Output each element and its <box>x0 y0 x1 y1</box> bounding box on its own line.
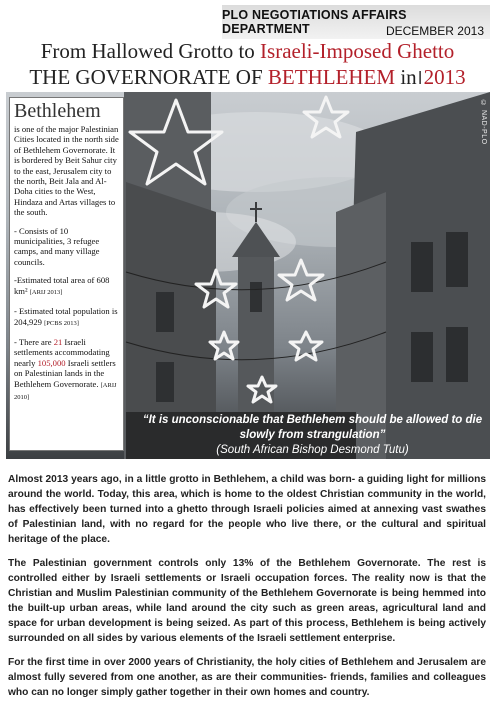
info-box-item-area <box>14 275 123 298</box>
text-cursor-icon: I <box>417 68 423 88</box>
settlements-text-a: - There are <box>14 336 54 347</box>
settlements-source: [ARIJ 2010] <box>14 381 117 401</box>
settlers-count: 105,000 <box>37 357 66 368</box>
bethlehem-info-box <box>9 97 124 451</box>
area-source: [ARIJ 2013] <box>29 288 63 296</box>
article-body <box>8 472 486 709</box>
header-band <box>222 5 490 39</box>
photo-quote <box>140 413 485 458</box>
title-line-1 <box>0 38 495 64</box>
settlements-text-c: Israeli settlements accommodating nearly <box>14 336 110 368</box>
population-text: - Estimated total population is 204,929 <box>14 306 118 327</box>
title-line1-part2: Israeli-Imposed Ghetto <box>260 39 455 63</box>
quote-attribution: (South African Bishop Desmond Tutu) <box>216 444 409 456</box>
department-name: PLO NEGOTIATIONS AFFAIRS DEPARTMENT <box>222 8 407 36</box>
info-box-item-population <box>14 306 123 329</box>
info-box-city-name: Bethlehem <box>14 100 101 122</box>
quote-text: “It is unconscionable that Bethlehem should be allowed to die slowly from strangulation” <box>142 414 483 441</box>
info-box-item-municipalities: - Consists of 10 municipalities, 3 refugee camps, and many village councils. <box>14 225 100 267</box>
title-line2-part2: BETHLEHEM <box>267 65 396 89</box>
title-line2-part3: in <box>395 65 417 89</box>
title-line2-part1: THE GOVERNORATE OF <box>29 65 268 89</box>
title-line2-part4: 2013 <box>423 65 466 89</box>
settlements-text-e: Israeli settlers on Palestinian lands in the Bethlehem Governorate. <box>14 357 116 389</box>
page-title <box>0 38 495 91</box>
info-box-intro: is one of the major Palestinian Cities located in the north side of Bethlehem Governorate. It is bordered by Beit Sahur city to the east, Jerusalem city to the north, Beit Jala and Al-Doha cities to the West, Hindaza and Artas villages to the south. <box>14 124 119 218</box>
title-line-2 <box>0 64 495 91</box>
settlements-count: 21 <box>53 336 63 347</box>
photo-credit: © NAD-PLO <box>480 100 487 145</box>
paragraph-3: For the first time in over 2000 years of Christianity, the holy cities of Bethlehem and Jerusalem are almost fully severed from one another, as are their communities- friends, families and colleagues who can no longer simply gather together in their own homes and country. <box>8 657 486 698</box>
info-box-item-settlements <box>14 337 123 403</box>
publication-date: DECEMBER 2013 <box>385 24 484 38</box>
title-line1-part1: From Hallowed Grotto to <box>40 39 261 63</box>
paragraph-2: The Palestinian government controls only 13% of the Bethlehem Governorate. The rest is controlled either by Israeli settlements or Israeli occupation forces. The reality now is that the Christian and Muslim Palestinian community of the Bethlehem Governorate is being hemmed into the built-up urban areas, while land around the city such as green areas, agricultural land and space for urban development is being seized. As part of this process, Bethlehem is being actively surrounded on all sides by various elements of the Israeli settlement enterprise. <box>8 558 486 644</box>
population-source: [PCBS 2013] <box>44 319 79 327</box>
paragraph-1: Almost 2013 years ago, in a little grotto in Bethlehem, a child was born- a guiding light for millions around the world. Today, this area, which is home to the oldest Christian community in the world, has effectively been turned into a ghetto through Israeli policies aimed at annexing vast swathes of Palestinian land, with no regard for the people who live there, or the cultural and spiritual heritage of the place. <box>8 474 486 545</box>
area-text: -Estimated total area of 608 km² <box>14 275 110 296</box>
